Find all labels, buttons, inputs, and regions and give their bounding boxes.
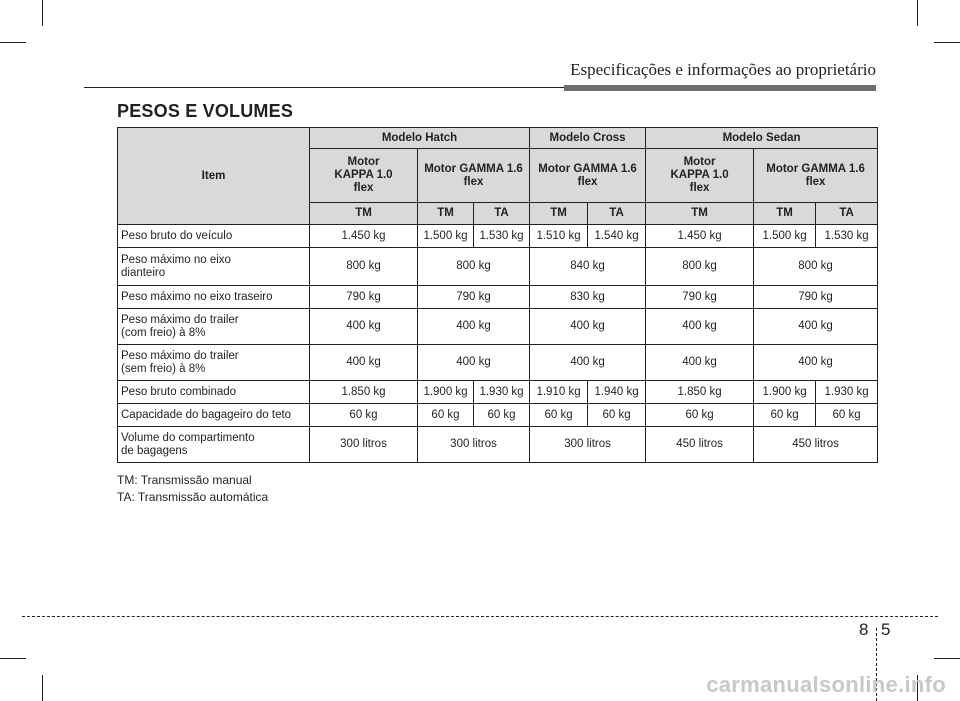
table-cell: 1.930 kg [816, 381, 878, 404]
item-header: Item [118, 128, 310, 225]
table-row [118, 286, 878, 309]
transmission-header: TA [816, 203, 878, 225]
table-cell: 400 kg [310, 345, 418, 381]
watermark: carmanualsonline.info [706, 672, 946, 697]
table-cell: 840 kg [530, 248, 646, 286]
page-number: 5 [881, 620, 891, 639]
group-header-cross: Modelo Cross [530, 128, 646, 149]
crop-mark [917, 0, 918, 26]
row-label-line: Peso máximo do trailer [121, 313, 239, 326]
crop-mark [0, 42, 26, 43]
table-cell: 400 kg [754, 309, 878, 345]
row-label-line: dianteiro [121, 266, 166, 279]
row-label-line: Volume do compartimento [121, 431, 255, 444]
engine-header-line: flex [805, 175, 826, 188]
table-cell: 1.450 kg [310, 225, 418, 248]
row-label-line: Peso máximo no eixo [121, 253, 231, 266]
crop-mark [934, 658, 960, 659]
engine-header [418, 149, 530, 203]
footnotes [117, 472, 268, 506]
table-cell: 400 kg [646, 309, 754, 345]
table-cell: 1.450 kg [646, 225, 754, 248]
table-cell: 400 kg [310, 309, 418, 345]
table-row [118, 427, 878, 463]
row-label [118, 286, 310, 309]
table-cell: 1.530 kg [474, 225, 530, 248]
engine-header [646, 149, 754, 203]
table-row [118, 225, 878, 248]
table-row [118, 248, 878, 286]
engine-header-line: Motor GAMMA 1.6 [538, 162, 637, 175]
transmission-header: TM [418, 203, 474, 225]
engine-header-line: KAPPA 1.0 [334, 169, 393, 181]
chapter-number: 8 [859, 620, 869, 639]
engine-header [530, 149, 646, 203]
row-label [118, 309, 310, 345]
table-row [118, 309, 878, 345]
table-cell: 1.850 kg [310, 381, 418, 404]
table-cell: 1.900 kg [418, 381, 474, 404]
engine-header-line: flex [353, 182, 374, 194]
engine-header-line: Motor [683, 156, 716, 168]
table-cell: 1.540 kg [588, 225, 646, 248]
table-cell: 830 kg [530, 286, 646, 309]
table-cell: 400 kg [754, 345, 878, 381]
row-label [118, 404, 310, 427]
page-title: PESOS E VOLUMES [117, 101, 294, 121]
engine-header [754, 149, 878, 203]
table-cell: 400 kg [646, 345, 754, 381]
table-cell: 1.940 kg [588, 381, 646, 404]
engine-header-line: KAPPA 1.0 [670, 169, 729, 181]
table-cell: 790 kg [418, 286, 530, 309]
transmission-header: TM [646, 203, 754, 225]
table-cell: 450 litros [646, 427, 754, 463]
crop-mark [42, 675, 43, 701]
table-cell: 60 kg [588, 404, 646, 427]
table-cell: 790 kg [754, 286, 878, 309]
table-cell: 1.500 kg [754, 225, 816, 248]
table-cell: 400 kg [530, 345, 646, 381]
crop-mark [0, 658, 26, 659]
transmission-header: TA [474, 203, 530, 225]
row-label-line: Peso bruto combinado [121, 385, 237, 398]
engine-header [310, 149, 418, 203]
header-rule-thin [84, 87, 564, 88]
transmission-header: TM [530, 203, 588, 225]
row-label [118, 381, 310, 404]
table-header-row [118, 128, 878, 149]
table-cell: 60 kg [816, 404, 878, 427]
table-cell: 400 kg [530, 309, 646, 345]
table-cell: 1.900 kg [754, 381, 816, 404]
table-cell: 60 kg [530, 404, 588, 427]
row-label-line: (sem freio) à 8% [121, 362, 206, 375]
transmission-header: TA [588, 203, 646, 225]
weights-volumes-table [117, 127, 878, 463]
table-cell: 1.510 kg [530, 225, 588, 248]
table-cell: 1.500 kg [418, 225, 474, 248]
row-label-line: de bagagens [121, 444, 188, 457]
group-header-hatch: Modelo Hatch [310, 128, 530, 149]
engine-header-line: Motor GAMMA 1.6 [424, 162, 523, 175]
row-label [118, 345, 310, 381]
row-label-line: Peso bruto do veículo [121, 229, 233, 242]
engine-header-line: flex [577, 175, 598, 188]
table-cell: 400 kg [418, 345, 530, 381]
table-row [118, 381, 878, 404]
table-cell: 400 kg [418, 309, 530, 345]
footnote-tm: TM: Transmissão manual [117, 473, 252, 487]
row-label [118, 427, 310, 463]
engine-header-line: Motor [347, 156, 380, 168]
crop-mark [934, 42, 960, 43]
table-cell: 1.850 kg [646, 381, 754, 404]
row-label-line: Peso máximo do trailer [121, 349, 239, 362]
table-cell: 60 kg [754, 404, 816, 427]
row-label-line: Peso máximo no eixo traseiro [121, 290, 273, 303]
table-cell: 790 kg [310, 286, 418, 309]
group-header-sedan: Modelo Sedan [646, 128, 878, 149]
engine-header-line: Motor GAMMA 1.6 [766, 162, 865, 175]
table-cell: 800 kg [646, 248, 754, 286]
table-cell: 1.930 kg [474, 381, 530, 404]
row-label [118, 225, 310, 248]
table-cell: 60 kg [310, 404, 418, 427]
row-label-line: (com freio) à 8% [121, 326, 206, 339]
footer-dashed-rule [22, 616, 938, 617]
crop-mark [42, 0, 43, 26]
row-label-line: Capacidade do bagageiro do teto [121, 408, 292, 421]
section-header: Especificações e informações ao proprietário [570, 60, 876, 79]
table-cell: 60 kg [474, 404, 530, 427]
footnote-ta: TA: Transmissão automática [117, 490, 269, 504]
transmission-header: TM [310, 203, 418, 225]
table-cell: 300 litros [418, 427, 530, 463]
header-rule [84, 85, 876, 91]
table-cell: 60 kg [418, 404, 474, 427]
table-cell: 790 kg [646, 286, 754, 309]
table-row [118, 345, 878, 381]
table-cell: 60 kg [646, 404, 754, 427]
table-cell: 300 litros [530, 427, 646, 463]
table-cell: 800 kg [310, 248, 418, 286]
table-cell: 800 kg [418, 248, 530, 286]
table-cell: 450 litros [754, 427, 878, 463]
table-cell: 1.530 kg [816, 225, 878, 248]
row-label [118, 248, 310, 286]
table-cell: 300 litros [310, 427, 418, 463]
transmission-header: TM [754, 203, 816, 225]
engine-header-line: flex [463, 175, 484, 188]
table-row [118, 404, 878, 427]
engine-header-line: flex [689, 182, 710, 194]
table-cell: 1.910 kg [530, 381, 588, 404]
header-rule-thick [564, 85, 876, 91]
table-cell: 800 kg [754, 248, 878, 286]
